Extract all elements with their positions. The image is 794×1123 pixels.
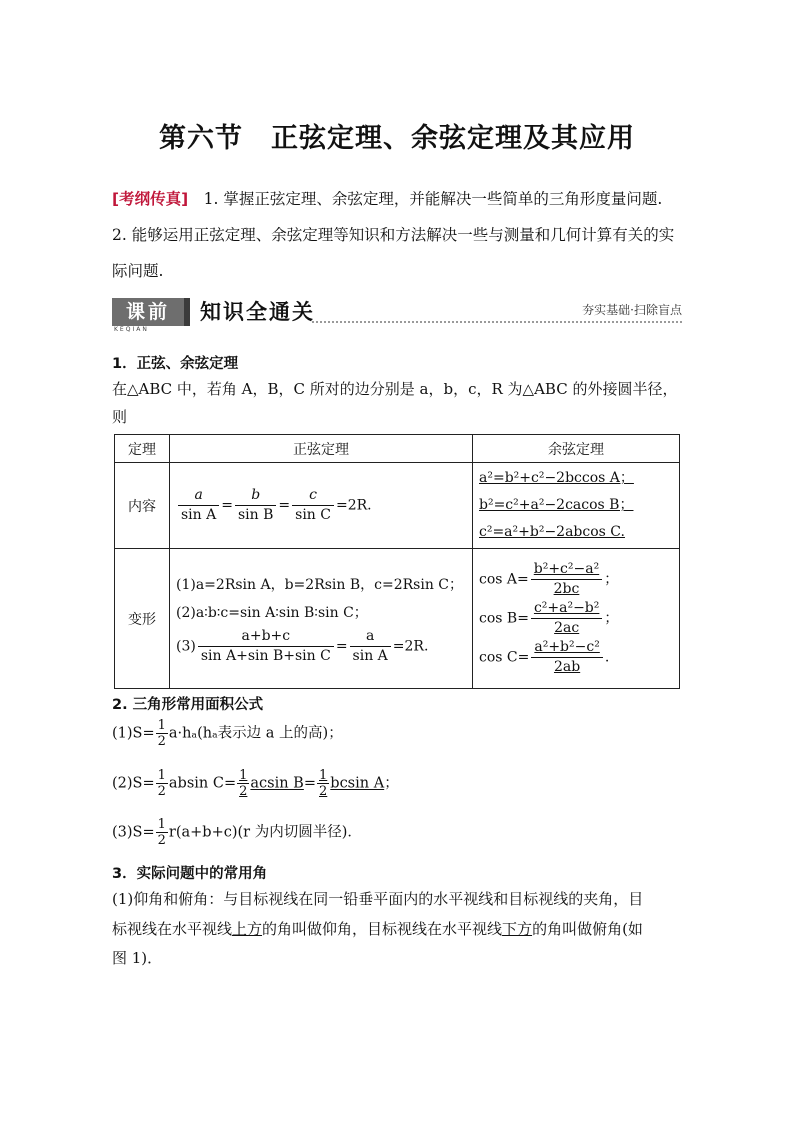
page-title: 第六节 正弦定理、余弦定理及其应用 bbox=[159, 123, 635, 154]
header-cell: 正弦定理 bbox=[170, 435, 473, 463]
sine-variants-cell bbox=[170, 549, 473, 689]
cos-variants-cell bbox=[473, 549, 680, 689]
table-header-row bbox=[115, 435, 680, 463]
law-of-cosines-cell bbox=[473, 463, 680, 549]
intro-tag: [考纲传真] bbox=[112, 190, 189, 208]
banner-right-text: 夯实基础·扫除盲点 bbox=[582, 303, 682, 317]
section3-heading: 3．实际问题中的常用角 bbox=[112, 866, 268, 882]
banner-sub: KEQIAN bbox=[114, 326, 149, 333]
theorem-table bbox=[114, 434, 680, 689]
cos-formula: b²=c²+a²−2cacos B； bbox=[479, 497, 634, 513]
header-cell: 余弦定理 bbox=[473, 435, 680, 463]
cos-variant: cos C= $\frac{\text{a²+b²−c²}}{2ab}$ . bbox=[479, 639, 610, 675]
intro-paragraph bbox=[112, 181, 682, 289]
fraction: $\frac{a}{\text{sin A}}$ bbox=[178, 486, 219, 525]
table-row bbox=[115, 463, 680, 549]
section3-line1: (1)仰角和俯角：与目标视线在同一铅垂平面内的水平视线和目标视线的夹角，目 bbox=[112, 890, 644, 908]
section2-heading: 2. 三角形常用面积公式 bbox=[112, 697, 264, 713]
sine-variant: (3) $\frac{a+b+c}{\text{sin A+sin B+sin C}}$ = $\frac{a}{\text{sin A}}$ =2R. bbox=[176, 628, 429, 664]
area-formula-2: (2)S= $\frac{1}{2}$ absin C= $\frac{1}{2}$ acsin B= $\frac{1}{2}$ bcsin A； bbox=[112, 768, 399, 799]
area-formula-1: (1)S= $\frac{1}{2}$ a·hₐ(hₐ表示边 a 上的高)； bbox=[112, 718, 343, 749]
banner-divider bbox=[312, 321, 682, 323]
row-label: 变形 bbox=[115, 549, 170, 689]
cos-variant: cos A= $\frac{\text{b²+c²−a²}}{2bc}$ ； bbox=[479, 561, 619, 597]
section1-line2: 则 bbox=[112, 408, 128, 426]
banner-box: 课前 bbox=[112, 298, 190, 326]
header-cell: 定理 bbox=[115, 435, 170, 463]
area-formula-3: (3)S= $\frac{1}{2}$ r(a+b+c)(r 为内切圆半径)． bbox=[112, 817, 362, 848]
law-of-sines-cell: $\frac{a}{\text{sin A}}$ = $\frac{b}{\text{sin B}}$ = $\frac{c}{\text{sin C}}$ =2R. bbox=[170, 463, 473, 549]
cos-formula: c²=a²+b²−2abcos C. bbox=[479, 524, 625, 540]
sine-variant: (1)a=2Rsin A，b=2Rsin B，c=2Rsin C； bbox=[176, 577, 464, 593]
table-row bbox=[115, 549, 680, 689]
cos-formula: a²=b²+c²−2bccos A； bbox=[479, 470, 634, 486]
section1-heading: 1．正弦、余弦定理 bbox=[112, 356, 239, 372]
section3-line2: 标视线在水平视线上方的角叫做仰角，目标视线在水平视线下方的角叫做俯角(如 bbox=[112, 920, 643, 938]
section-banner bbox=[112, 296, 682, 336]
section3-line3: 图 1)． bbox=[112, 949, 163, 967]
section1-line1: 在△ABC 中，若角 A，B，C 所对的边分别是 a，b，c，R 为△ABC 的外接圆半径， bbox=[112, 380, 678, 398]
banner-title: 知识全通关 bbox=[200, 300, 315, 324]
sine-variant: (2)a∶b∶c=sin A∶sin B∶sin C； bbox=[176, 605, 368, 621]
fraction: $\frac{b}{\text{sin B}}$ bbox=[235, 486, 276, 525]
cos-variant: cos B= $\frac{\text{c²+a²−b²}}{2ac}$ ； bbox=[479, 600, 619, 636]
fraction: $\frac{c}{\text{sin C}}$ bbox=[292, 486, 334, 525]
intro-text: 1. 掌握正弦定理、余弦定理，并能解决一些简单的三角形度量问题. 2. 能够运用正弦定理、余弦定理等知识和方法解决一些与测量和几何计算有关的实际问题. bbox=[112, 190, 675, 280]
row-label: 内容 bbox=[115, 463, 170, 549]
